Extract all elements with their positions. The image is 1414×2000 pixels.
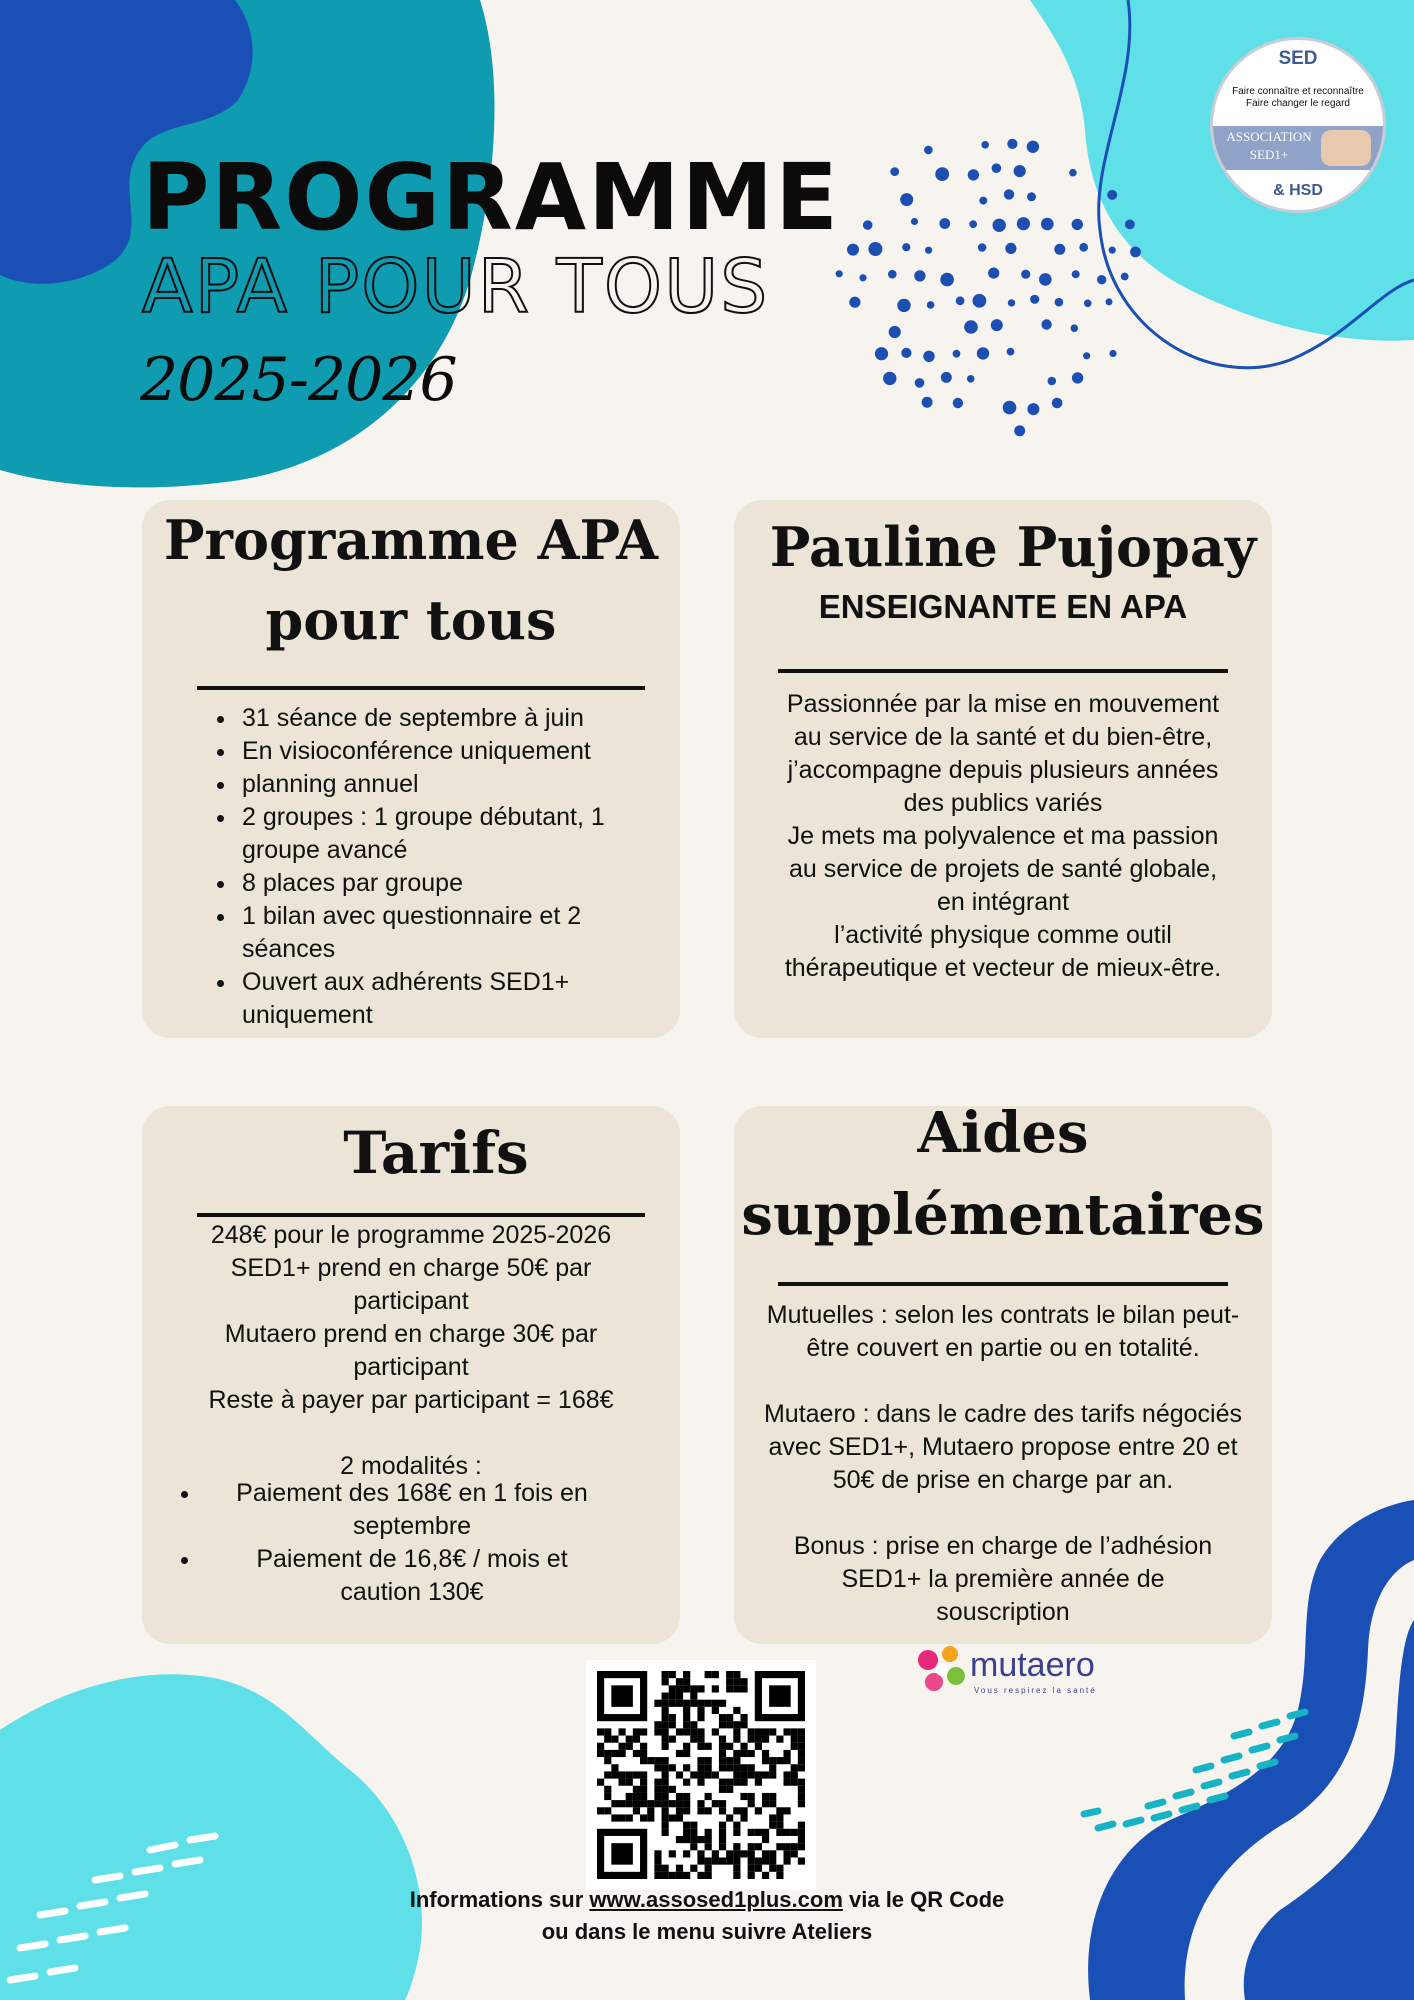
logo-bottom-text: & HSD bbox=[1273, 182, 1323, 199]
decor-dot bbox=[875, 347, 888, 360]
decor-dot bbox=[883, 372, 896, 385]
decor-dot bbox=[1069, 169, 1077, 177]
decor-dot bbox=[863, 220, 873, 230]
decor-dot bbox=[968, 169, 979, 180]
pauline-line: Passionnée par la mise en mouvement bbox=[786, 690, 1220, 718]
decor-dot bbox=[935, 167, 949, 181]
mutaero-tagline: Vous respirez la santé bbox=[974, 1686, 1097, 1695]
footer-info bbox=[300, 1884, 1114, 1948]
tarifs-modalite-item: • Paiement des 168€ en 1 fois en septembre bbox=[202, 1477, 622, 1543]
decor-dot bbox=[922, 397, 933, 408]
decor-dot bbox=[1084, 300, 1092, 308]
programme-title-line2: pour tous bbox=[265, 588, 557, 652]
tarifs-divider bbox=[197, 1213, 645, 1217]
decor-dot bbox=[941, 372, 952, 383]
decor-dot bbox=[927, 301, 935, 309]
decor-dot bbox=[1097, 275, 1106, 284]
card-aides bbox=[734, 1100, 1272, 1644]
decor-dot bbox=[900, 193, 913, 206]
tarifs-line3: Mutaero prend en charge 30€ par participant bbox=[224, 1320, 598, 1381]
decor-dot bbox=[924, 146, 933, 155]
decor-dot bbox=[847, 244, 859, 256]
tarifs-spacer bbox=[162, 1417, 660, 1450]
programme-item: • 8 places par groupe bbox=[238, 867, 640, 900]
tarifs-line2: SED1+ prend en charge 50€ par participant bbox=[230, 1254, 592, 1315]
decor-dot bbox=[849, 297, 860, 308]
programme-title-line1: Programme APA bbox=[163, 508, 659, 572]
decor-dot bbox=[988, 268, 999, 279]
aides-title-line2: supplémentaires bbox=[741, 1182, 1265, 1248]
decor-dot bbox=[981, 141, 989, 149]
decor-dot bbox=[1054, 244, 1065, 255]
programme-item: • 1 bilan avec questionnaire et 2 séances bbox=[238, 900, 640, 966]
pauline-role: ENSEIGNANTE EN APA bbox=[818, 588, 1188, 625]
decor-dot bbox=[836, 270, 843, 277]
programme-item: • 31 séance de septembre à juin bbox=[238, 702, 640, 735]
tarifs-text bbox=[162, 1219, 660, 1483]
decor-dot bbox=[1072, 372, 1083, 383]
programme-item: • planning annuel bbox=[238, 768, 640, 801]
decor-dot bbox=[1106, 298, 1113, 305]
page-title: PROGRAMME bbox=[142, 144, 840, 251]
logo-top-text: SED bbox=[1278, 48, 1318, 69]
pauline-line: en intégrant bbox=[936, 888, 1070, 916]
pauline-divider bbox=[778, 669, 1228, 673]
decor-dot bbox=[939, 218, 950, 229]
decor-dot bbox=[915, 378, 925, 388]
card-programme bbox=[142, 500, 680, 1038]
decor-dot bbox=[967, 375, 975, 383]
decor-dot bbox=[977, 347, 989, 359]
aides-divider bbox=[778, 1282, 1228, 1286]
tarifs-modalites-list bbox=[182, 1477, 622, 1609]
decor-dot bbox=[897, 299, 910, 312]
aides-spacer1 bbox=[748, 1365, 1258, 1398]
decor-dot bbox=[1083, 352, 1090, 359]
decor-dot bbox=[973, 294, 987, 308]
decor-dot bbox=[1039, 273, 1052, 286]
decor-dot bbox=[890, 167, 899, 176]
pauline-line: au service de projets de santé globale, bbox=[788, 855, 1218, 883]
aides-title bbox=[734, 1092, 1272, 1256]
decor-dot bbox=[911, 218, 918, 225]
tarifs-line4: Reste à payer par participant = 168€ bbox=[208, 1386, 614, 1414]
decor-dot bbox=[1027, 192, 1036, 201]
decor-dot bbox=[914, 270, 925, 281]
decor-dot bbox=[925, 247, 932, 254]
pauline-line: au service de la santé et du bien-être, bbox=[793, 723, 1213, 751]
pauline-description bbox=[744, 688, 1262, 985]
decor-dot bbox=[1079, 243, 1088, 252]
decor-dot bbox=[923, 351, 934, 362]
logo-assoc-line2: SED1+ bbox=[1249, 147, 1289, 162]
decor-dot bbox=[1125, 220, 1135, 230]
decor-dot bbox=[1052, 398, 1063, 409]
card-tarifs bbox=[142, 1106, 680, 1644]
website-link[interactable]: www.assosed1plus.com bbox=[589, 1887, 843, 1912]
pauline-line: j’accompagne depuis plusieurs années bbox=[787, 756, 1219, 784]
decor-dot bbox=[1021, 270, 1030, 279]
decor-dot bbox=[991, 319, 1003, 331]
decor-dot bbox=[1041, 218, 1054, 231]
decor-dot bbox=[1109, 247, 1116, 254]
decor-dot bbox=[859, 274, 866, 281]
aides-text bbox=[748, 1299, 1258, 1629]
decor-dot bbox=[1107, 190, 1117, 200]
aides-title-line1: Aides bbox=[917, 1100, 1089, 1166]
decor-dot bbox=[1121, 273, 1129, 281]
pauline-line: thérapeutique et vecteur de mieux-être. bbox=[784, 954, 1222, 982]
programme-list bbox=[200, 702, 640, 1032]
mutaero-name: mutaero bbox=[970, 1646, 1095, 1684]
logo-association-text bbox=[1219, 128, 1319, 164]
decor-dot bbox=[1072, 270, 1080, 278]
decor-dot bbox=[1007, 348, 1015, 356]
programme-title bbox=[142, 500, 680, 660]
decor-dot bbox=[992, 163, 1002, 173]
aides-para2: Mutaero : dans le cadre des tarifs négociés avec SED1+, Mutaero propose entre 20 et 50€ de prise en charge par an. bbox=[763, 1400, 1243, 1494]
decor-dot bbox=[979, 197, 987, 205]
decor-dot bbox=[1030, 295, 1039, 304]
decor-dot bbox=[964, 320, 978, 334]
programme-item: • En visioconférence uniquement bbox=[238, 735, 640, 768]
decor-dot bbox=[993, 219, 1006, 232]
footer-prefix: Informations sur bbox=[409, 1887, 590, 1912]
decor-dot bbox=[1008, 299, 1015, 306]
page-year: 2025-2026 bbox=[140, 345, 457, 415]
logo-assoc-line1: ASSOCIATION bbox=[1226, 129, 1312, 144]
decor-dot bbox=[1109, 350, 1116, 357]
qr-code[interactable] bbox=[586, 1660, 816, 1890]
decor-dot bbox=[1007, 139, 1017, 149]
footer-line1 bbox=[300, 1884, 1114, 1916]
decor-dot bbox=[1014, 425, 1025, 436]
decor-dot bbox=[902, 243, 910, 251]
aides-para3: Bonus : prise en charge de l’adhésion SED1+ la première année de souscription bbox=[793, 1532, 1213, 1626]
decor-dot bbox=[1017, 217, 1030, 230]
aides-para1: Mutuelles : selon les contrats le bilan peut-être couvert en partie ou en totalité. bbox=[766, 1301, 1240, 1362]
decor-dot bbox=[1005, 243, 1016, 254]
decor-dot bbox=[1027, 403, 1039, 415]
decor-dot bbox=[888, 270, 897, 279]
decor-dot bbox=[1041, 319, 1051, 329]
tarifs-modalite-item: • Paiement de 16,8€ / mois et caution 130€ bbox=[202, 1543, 622, 1609]
decor-dot bbox=[889, 326, 901, 338]
decor-dot bbox=[868, 242, 882, 256]
hand-photo-icon bbox=[1321, 130, 1371, 166]
decor-dot bbox=[1048, 377, 1057, 386]
decor-dot bbox=[953, 398, 963, 408]
decor-dot bbox=[1004, 189, 1014, 199]
logo-tagline-2: Faire changer le regard bbox=[1246, 98, 1350, 109]
decor-dot bbox=[956, 296, 965, 305]
decor-dot bbox=[1072, 219, 1083, 230]
footer-suffix: via le QR Code bbox=[842, 1887, 1005, 1912]
decor-dot bbox=[940, 273, 954, 287]
decor-dot bbox=[953, 350, 961, 358]
sed-association-logo bbox=[1210, 37, 1386, 213]
decor-dot bbox=[901, 348, 911, 358]
decor-dot bbox=[1014, 165, 1026, 177]
decor-dot bbox=[978, 243, 987, 252]
decor-dot bbox=[1027, 141, 1039, 153]
footer-line2: ou dans le menu suivre Ateliers bbox=[541, 1919, 873, 1944]
decor-dot bbox=[1071, 324, 1079, 332]
programme-item: • 2 groupes : 1 groupe débutant, 1 groupe avancé bbox=[238, 801, 640, 867]
decor-dot bbox=[969, 220, 977, 228]
programme-divider bbox=[197, 686, 645, 690]
decor-dot bbox=[1130, 247, 1141, 258]
page-subtitle: APA POUR TOUS bbox=[142, 244, 770, 330]
mutaero-logo bbox=[916, 1642, 1136, 1702]
card-pauline bbox=[734, 500, 1272, 1038]
logo-tagline-1: Faire connaître et reconnaître bbox=[1232, 86, 1364, 97]
pauline-line: l’activité physique comme outil bbox=[834, 921, 1172, 949]
decor-dot bbox=[1003, 401, 1017, 415]
aides-spacer2 bbox=[748, 1497, 1258, 1530]
programme-item: • Ouvert aux adhérents SED1+ uniquement bbox=[238, 966, 640, 1032]
pauline-line: des publics variés bbox=[903, 789, 1103, 817]
tarifs-title: Tarifs bbox=[343, 1119, 529, 1187]
pauline-name: Pauline Pujopay bbox=[769, 515, 1257, 579]
mutaero-figure-icon bbox=[916, 1644, 968, 1696]
programme-list-wrap bbox=[200, 702, 640, 1032]
decor-dot bbox=[1055, 298, 1064, 307]
qr-code-icon bbox=[597, 1671, 805, 1879]
pauline-line: Je mets ma polyvalence et ma passion bbox=[787, 822, 1219, 850]
tarifs-modalites-title: 2 modalités : bbox=[340, 1452, 482, 1480]
tarifs-modalites-wrap bbox=[182, 1477, 622, 1609]
tarifs-line1: 248€ pour le programme 2025-2026 bbox=[210, 1221, 612, 1249]
